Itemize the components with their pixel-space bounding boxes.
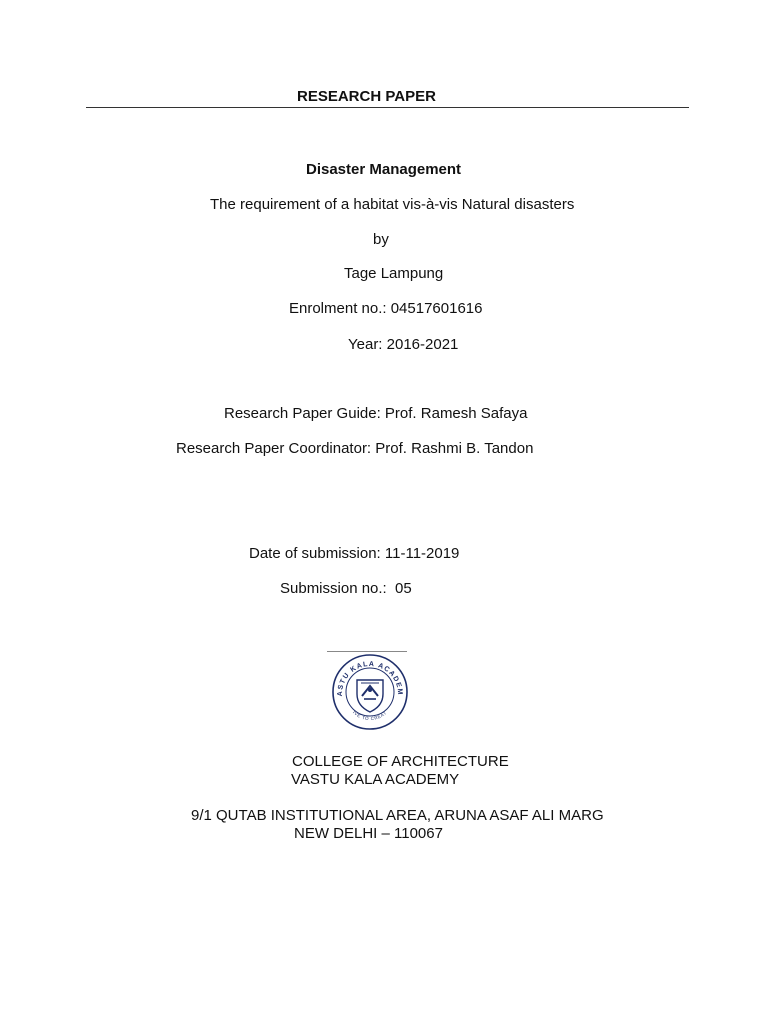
svg-text:LIVE TO CREATE: IVE TO CREAT bbox=[351, 709, 388, 722]
paper-topic: The requirement of a habitat vis-à-vis Natural disasters bbox=[210, 196, 575, 213]
document-heading: RESEARCH PAPER bbox=[297, 88, 436, 105]
heading-underline bbox=[86, 107, 689, 108]
paper-subject: Disaster Management bbox=[306, 161, 462, 178]
vastu-kala-academy-emblem-icon bbox=[330, 652, 410, 732]
research-coordinator: Research Paper Coordinator: Prof. Rashmi B. Tandon bbox=[176, 440, 534, 457]
svg-text:VASTU KALA ACADEMY: ASTU KALA ACADEM bbox=[336, 660, 404, 697]
author-name: Tage Lampung bbox=[344, 265, 444, 282]
enrolment-number: Enrolment no.: 04517601616 bbox=[289, 300, 483, 317]
submission-date: Date of submission: 11-11-2019 bbox=[249, 545, 460, 562]
academy-name: VASTU KALA ACADEMY bbox=[291, 771, 460, 788]
address-line-1: 9/1 QUTAB INSTITUTIONAL AREA, ARUNA ASAF ALI MARG bbox=[191, 807, 604, 824]
submission-number: Submission no.: 05 bbox=[280, 580, 412, 597]
academic-year: Year: 2016-2021 bbox=[348, 336, 459, 353]
address-line-2: NEW DELHI – 110067 bbox=[294, 825, 443, 842]
college-name: COLLEGE OF ARCHITECTURE bbox=[292, 753, 509, 770]
by-label: by bbox=[373, 231, 389, 248]
research-guide: Research Paper Guide: Prof. Ramesh Safaya bbox=[224, 405, 528, 422]
academy-logo bbox=[330, 652, 410, 732]
